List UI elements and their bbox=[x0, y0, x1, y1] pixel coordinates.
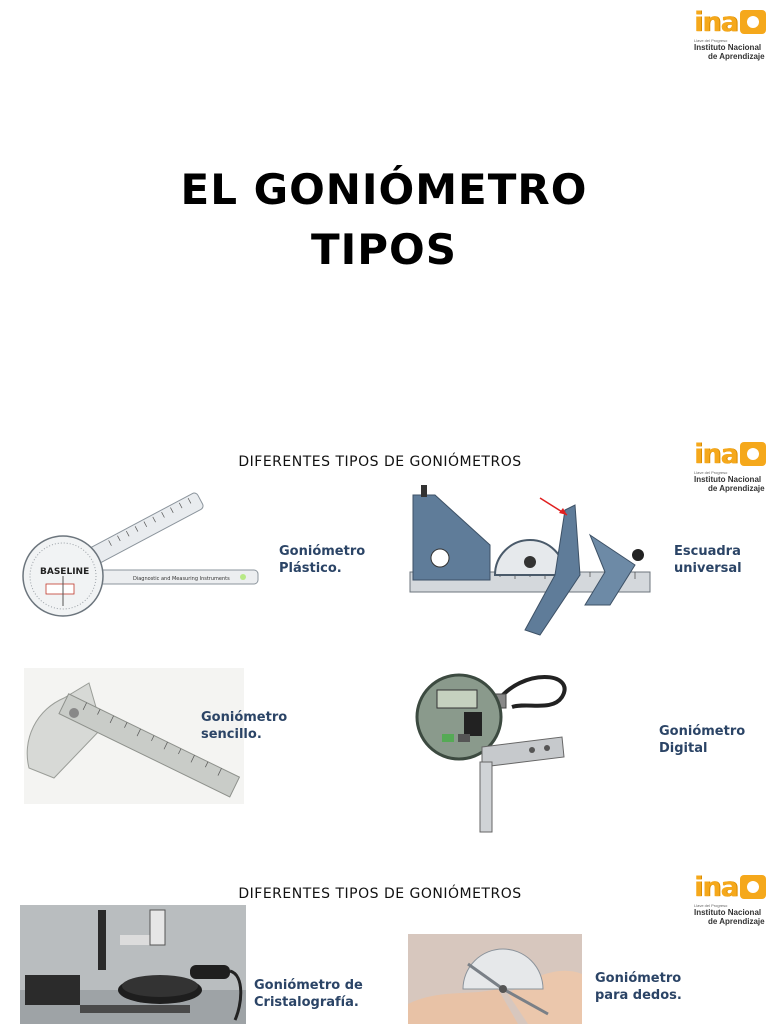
ina-logo bbox=[694, 438, 768, 493]
combination-square-image bbox=[405, 480, 655, 640]
logo-org-line2: de Aprendizaje bbox=[708, 52, 765, 61]
label-goniometro-plastico: Goniómetro Plástico. bbox=[279, 544, 366, 576]
logo-tagline: Llave del Progreso bbox=[694, 903, 728, 908]
finger-goniometer-image bbox=[408, 934, 582, 1024]
page-title-line1: EL GONIÓMETRO bbox=[180, 165, 588, 214]
digital-goniometer-image bbox=[412, 672, 577, 837]
section-heading: DIFERENTES TIPOS DE GONIÓMETROS bbox=[238, 886, 522, 902]
logo-icon bbox=[740, 442, 766, 466]
page-title-line2: TIPOS bbox=[310, 225, 457, 274]
label-goniometro-digital: Goniómetro Digital bbox=[659, 724, 746, 756]
logo-wordmark: ina bbox=[694, 871, 738, 903]
logo-icon bbox=[740, 10, 766, 34]
logo-org-line2: de Aprendizaje bbox=[708, 917, 765, 926]
logo-wordmark: ina bbox=[694, 6, 738, 38]
logo-org-line1: Instituto Nacional bbox=[694, 43, 762, 52]
logo-icon bbox=[740, 875, 766, 899]
logo-org-line1: Instituto Nacional bbox=[694, 908, 762, 917]
ina-logo bbox=[694, 6, 768, 61]
logo-wordmark: ina bbox=[694, 438, 738, 470]
label-goniometro-dedos: Goniómetro para dedos. bbox=[595, 971, 682, 1003]
label-goniometro-cristalografia: Goniómetro de Cristalografía. bbox=[254, 978, 363, 1010]
logo-tagline: Llave del Progreso bbox=[694, 470, 728, 475]
label-escuadra-universal: Escuadra universal bbox=[674, 544, 742, 576]
logo-tagline: Llave del Progreso bbox=[694, 38, 728, 43]
section-heading: DIFERENTES TIPOS DE GONIÓMETROS bbox=[238, 454, 522, 470]
crystallography-goniometer-image bbox=[20, 905, 246, 1024]
plastic-goniometer-image bbox=[18, 488, 263, 618]
svg-text:Diagnostic and Measuring Instr: Diagnostic and Measuring Instruments bbox=[133, 576, 230, 582]
logo-org-line1: Instituto Nacional bbox=[694, 475, 762, 484]
brand-text: BASELINE bbox=[40, 567, 90, 577]
ina-logo bbox=[694, 871, 768, 926]
label-goniometro-sencillo: Goniómetro sencillo. bbox=[201, 710, 288, 742]
logo-org-line2: de Aprendizaje bbox=[708, 484, 765, 493]
